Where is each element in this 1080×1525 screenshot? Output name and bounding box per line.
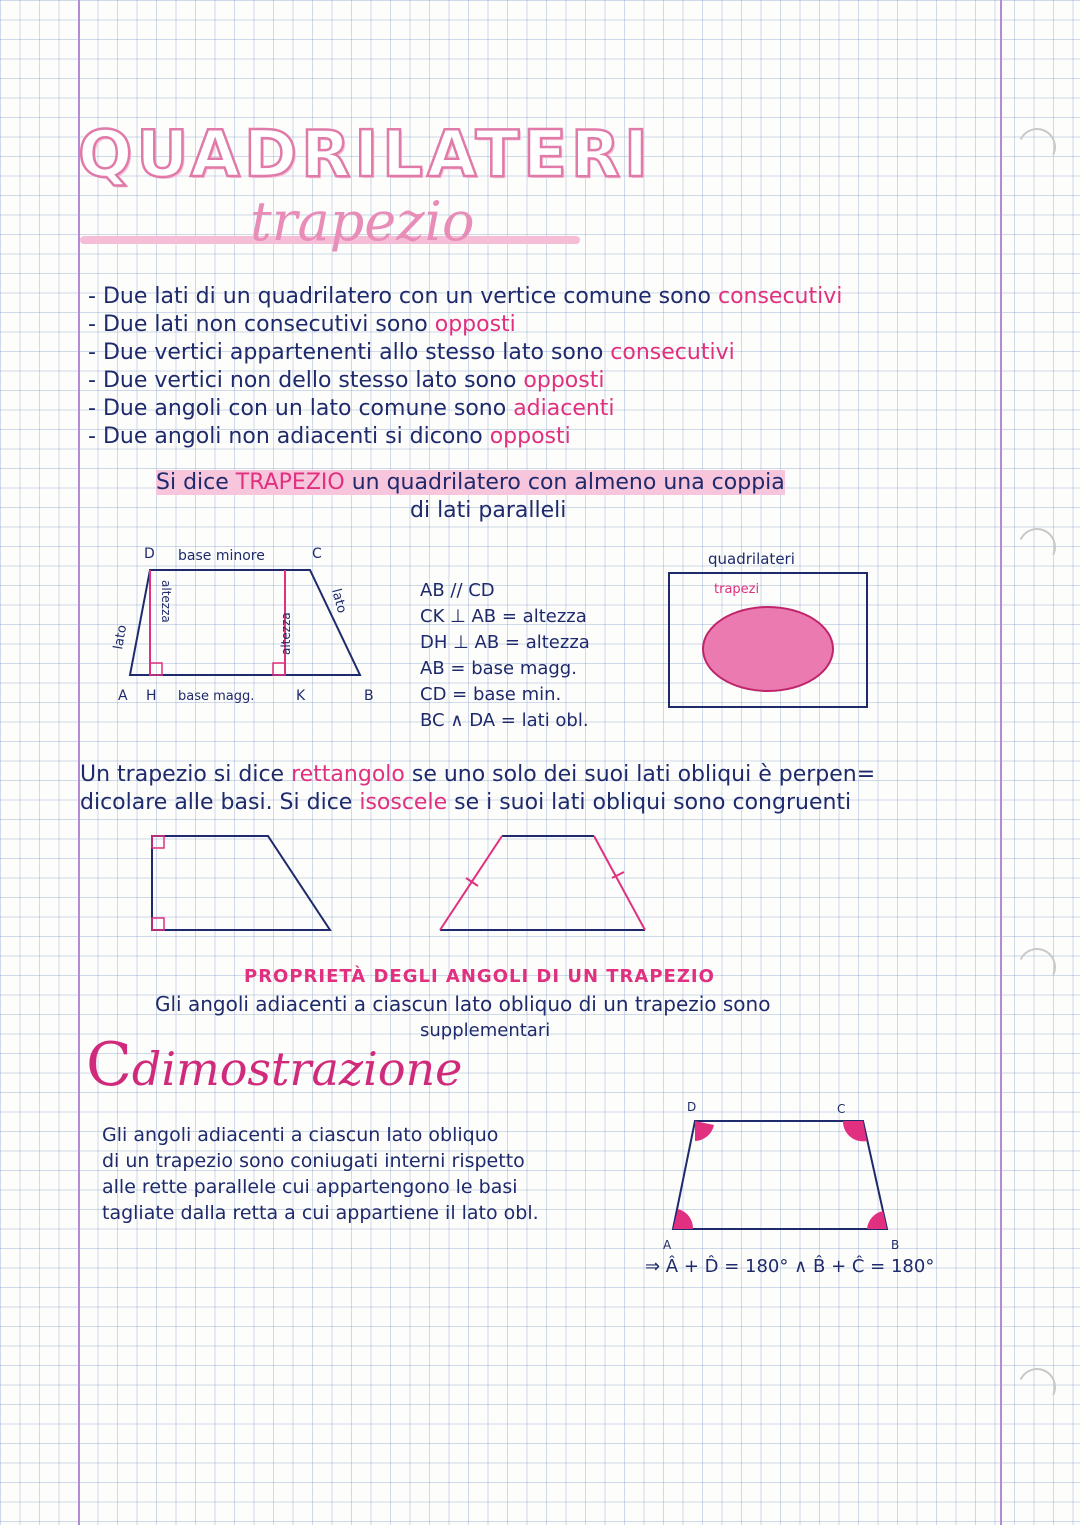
lato-right-label: lato (328, 587, 350, 615)
types-line2: dicolare alle basi. Si dice isoscele se i suoi lati obliqui sono congruenti (80, 790, 852, 815)
angles-statement-line2: supplementari (420, 1020, 551, 1041)
venn-outer-label: quadrilateri (708, 550, 795, 568)
types-line1: Un trapezio si dice rettangolo se uno solo dei suoi lati obliqui è perpen= (80, 762, 876, 787)
proof-line: alle rette parallele cui appartengono le basi (102, 1176, 518, 1198)
trapezoid-diagram (100, 540, 390, 720)
proof-line: Gli angoli adiacenti a ciascun lato obliquo (102, 1124, 499, 1146)
venn-inner-label: trapezi (714, 582, 760, 597)
lato-left-label: lato (111, 623, 131, 651)
dimostrazione-heading: Cdimostrazione (86, 1030, 463, 1100)
vertex-H: H (146, 688, 157, 704)
proof-line: tagliate dalla retta a cui appartiene il lato obl. (102, 1202, 539, 1224)
list-item: CD = base min. (420, 684, 562, 705)
angles-statement-line1: Gli angoli adiacenti a ciascun lato obliquo di un trapezio sono (155, 992, 771, 1016)
proof-vertex-A: A (663, 1238, 672, 1252)
list-item: CK ⊥ AB = altezza (420, 606, 587, 627)
margin-line-right (1000, 0, 1002, 1525)
list-item: BC ∧ DA = lati obl. (420, 710, 589, 731)
conclusion: ⇒ Â + D̂ = 180° ∧ B̂ + Ĉ = 180° (645, 1256, 935, 1277)
proof-trapezoid-diagram (655, 1095, 915, 1255)
right-trapezoid-diagram (140, 828, 350, 940)
vertex-C: C (312, 546, 322, 562)
proof-line: di un trapezio sono coniugati interni rispetto (102, 1150, 525, 1172)
base-minore-label: base minore (178, 548, 265, 564)
vertex-K: K (296, 688, 306, 704)
base-magg-label: base magg. (178, 689, 255, 704)
altezza-left-label: altezza (159, 580, 173, 623)
list-item: AB = base magg. (420, 658, 577, 679)
definition-line2: di lati paralleli (410, 498, 567, 523)
list-item: AB // CD (420, 580, 495, 601)
proof-vertex-D: D (687, 1100, 697, 1114)
list-item: - Due lati non consecutivi sono opposti (88, 312, 516, 337)
list-item: - Due vertici non dello stesso lato sono opposti (88, 368, 605, 393)
list-item: - Due vertici appartenenti allo stesso lato sono consecutivi (88, 340, 735, 365)
venn-inner-set (702, 606, 834, 692)
vertex-D: D (144, 546, 155, 562)
altezza-right-label: altezza (279, 612, 293, 655)
angles-heading: PROPRIETÀ DEGLI ANGOLI DI UN TRAPEZIO (244, 966, 715, 987)
proof-vertex-B: B (891, 1238, 900, 1252)
isosceles-trapezoid-diagram (430, 828, 660, 940)
binder-holes (1006, 0, 1066, 1525)
vertex-B: B (364, 688, 374, 704)
list-item: - Due angoli non adiacenti si dicono opposti (88, 424, 571, 449)
proof-vertex-C: C (837, 1102, 846, 1116)
definition-line1: Si dice TRAPEZIO un quadrilatero con almeno una coppia (156, 470, 785, 495)
page-title: QUADRILATERI (78, 118, 652, 192)
page-subtitle: trapezio (250, 190, 475, 253)
venn-diagram (668, 572, 868, 708)
list-item: DH ⊥ AB = altezza (420, 632, 590, 653)
vertex-A: A (118, 688, 128, 704)
list-item: - Due angoli con un lato comune sono adiacenti (88, 396, 615, 421)
list-item: - Due lati di un quadrilatero con un vertice comune sono consecutivi (88, 284, 843, 309)
